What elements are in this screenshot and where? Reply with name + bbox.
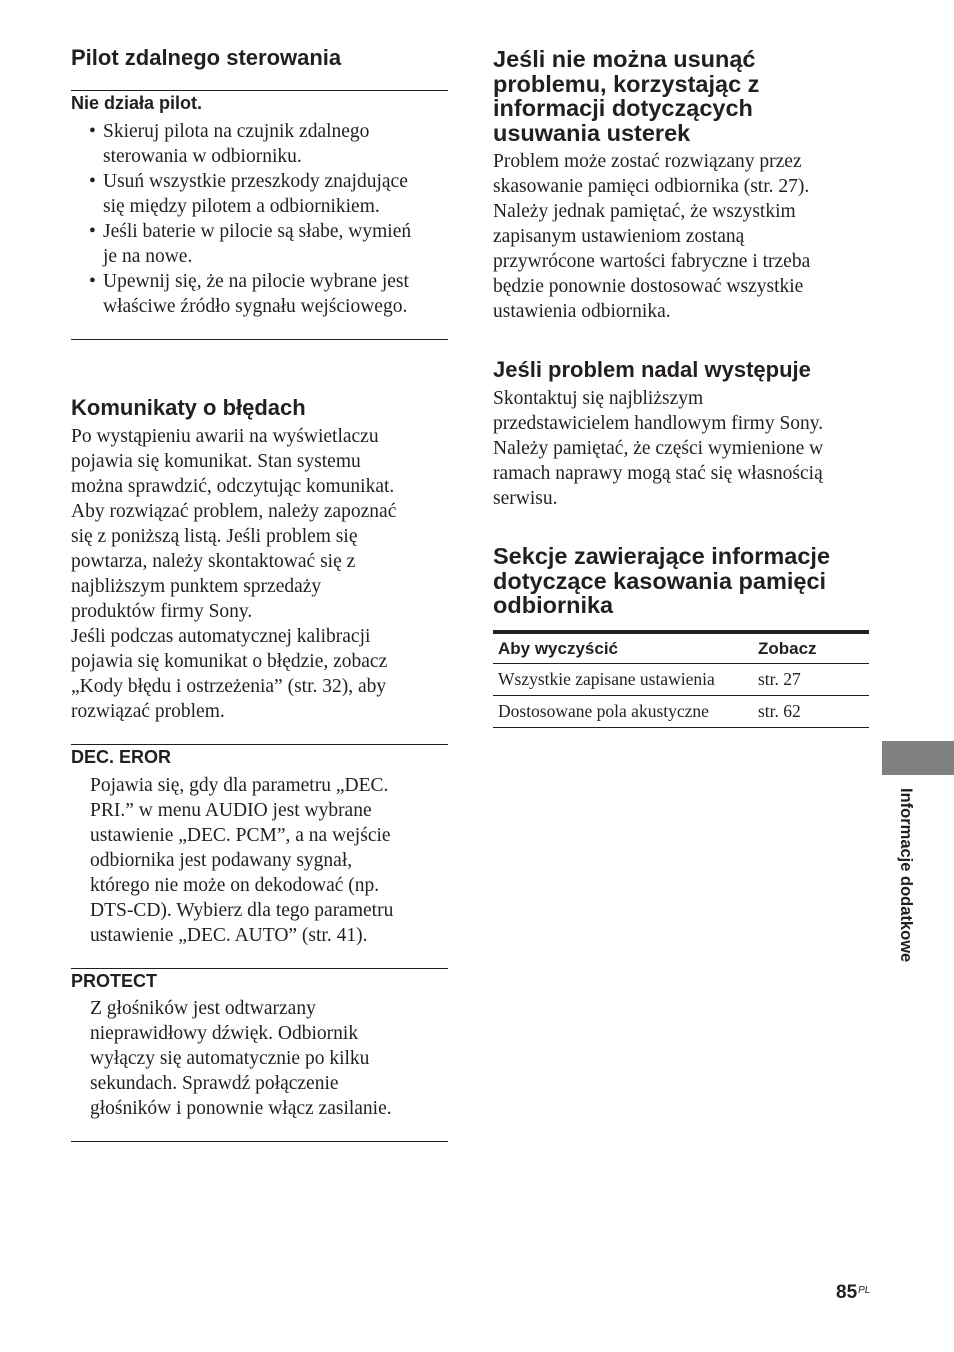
list-line: Jeśli baterie w pilocie są słabe, wymień <box>103 221 412 242</box>
heading-line: problemu, korzystając z <box>493 70 760 97</box>
text-line: Jeśli podczas automatycznej kalibracji <box>71 626 371 647</box>
text-line: wyłączy się automatycznie po kilku <box>90 1048 370 1069</box>
text-line: pojawia się komunikat o błędzie, zobacz <box>71 651 388 672</box>
protect-heading: PROTECT <box>71 971 158 991</box>
page-number-value: 85 <box>836 1282 858 1303</box>
bullet-icon: • <box>89 171 96 192</box>
remote-bullet-list <box>71 119 448 319</box>
divider <box>71 339 448 340</box>
text-line: Skontaktuj się najbliższym <box>493 388 704 409</box>
text-line: którego nie może on dekodować (np. <box>90 875 380 896</box>
text-line: Z głośników jest odtwarzany <box>90 998 316 1019</box>
errors-heading: Komunikaty o błędach <box>71 395 306 420</box>
list-line: je na nowe. <box>103 246 193 267</box>
text-line: Po wystąpieniu awarii na wyświetlaczu <box>71 426 379 447</box>
text-line: DTS-CD). Wybierz dla tego parametru <box>90 900 394 921</box>
text-line: Należy jednak pamiętać, że wszystkim <box>493 201 796 222</box>
unresolved-paragraph <box>493 149 869 324</box>
text-line: Pojawia się, gdy dla parametru „DEC. <box>90 775 389 796</box>
list-line: Upewnij się, że na pilocie wybrane jest <box>103 271 409 292</box>
text-line: się z poniższą listą. Jeśli problem się <box>71 526 358 547</box>
heading-line: odbiornika <box>493 592 614 618</box>
section-tab-marker <box>882 741 954 775</box>
text-line: przywrócone wartości fabryczne i trzeba <box>493 251 811 272</box>
bullet-icon: • <box>89 271 96 292</box>
sections-heading <box>493 544 869 618</box>
unresolved-heading <box>493 47 869 145</box>
text-line: produktów firmy Sony. <box>71 601 253 622</box>
table-header-cell: Zobacz <box>753 632 869 664</box>
reference-table <box>493 630 869 728</box>
divider <box>71 1141 448 1142</box>
list-item <box>71 269 448 319</box>
text-line: powtarza, należy skontaktować się z <box>71 551 356 572</box>
heading-line: Sekcje zawierające informacje <box>493 543 831 569</box>
table-cell: str. 62 <box>753 696 869 728</box>
dec-eror-paragraph <box>71 773 448 948</box>
text-line: ustawienie „DEC. PCM”, a na wejście <box>90 825 391 846</box>
text-line: najbliższym punktem sprzedaży <box>71 576 322 597</box>
table-row <box>493 664 869 696</box>
page-number-suffix: PL <box>858 1285 871 1296</box>
text-line: rozwiązać problem. <box>71 701 225 722</box>
divider <box>71 744 448 745</box>
heading-line: Jeśli nie można usunąć <box>493 46 756 72</box>
text-line: Aby rozwiązać problem, należy zapoznać <box>71 501 397 522</box>
text-line: przedstawicielem handlowym firmy Sony. <box>493 413 824 434</box>
list-line: właściwe źródło sygnału wejściowego. <box>103 296 408 317</box>
table-row <box>493 696 869 728</box>
heading-line: informacji dotyczących <box>493 95 753 121</box>
dec-eror-heading: DEC. EROR <box>71 747 172 767</box>
persists-heading: Jeśli problem nadal występuje <box>493 357 811 382</box>
text-line: zapisanym ustawieniom zostaną <box>493 226 745 247</box>
text-line: ramach naprawy mogą stać się własnością <box>493 463 823 484</box>
table-header-row <box>493 632 869 664</box>
text-line: głośników i ponownie włącz zasilanie. <box>90 1098 392 1119</box>
text-line: będzie ponownie dostosować wszystkie <box>493 276 804 297</box>
text-line: serwisu. <box>493 488 558 509</box>
heading-line: usuwania usterek <box>493 119 691 146</box>
text-line: pojawia się komunikat. Stan systemu <box>71 451 361 472</box>
list-line: Usuń wszystkie przeszkody znajdujące <box>103 171 408 192</box>
text-line: ustawienie „DEC. AUTO” (str. 41). <box>90 925 368 946</box>
list-line: sterowania w odbiorniku. <box>103 146 302 167</box>
divider <box>71 968 448 969</box>
persists-paragraph <box>493 386 869 511</box>
text-line: PRI.” w menu AUDIO jest wybrane <box>90 800 372 821</box>
text-line: sekundach. Sprawdź połączenie <box>90 1073 339 1094</box>
remote-subheading: Nie działa pilot. <box>71 93 203 113</box>
table-cell: Wszystkie zapisane ustawienia <box>493 664 753 696</box>
table-cell: str. 27 <box>753 664 869 696</box>
text-line: Problem może zostać rozwiązany przez <box>493 151 802 172</box>
text-line: odbiornika jest podawany sygnał, <box>90 850 353 871</box>
table-cell: Dostosowane pola akustyczne <box>493 696 753 728</box>
list-line: Skieruj pilota na czujnik zdalnego <box>103 121 370 142</box>
text-line: nieprawidłowy dźwięk. Odbiornik <box>90 1023 359 1044</box>
remote-heading: Pilot zdalnego sterowania <box>71 45 342 70</box>
heading-line: dotyczące kasowania pamięci <box>493 567 827 594</box>
bullet-icon: • <box>89 121 96 142</box>
list-line: się między pilotem a odbiornikiem. <box>103 196 380 217</box>
side-tab-label: Informacje dodatkowe <box>897 788 915 963</box>
protect-paragraph <box>71 996 448 1121</box>
list-item <box>71 119 448 169</box>
table-header-cell: Aby wyczyścić <box>493 632 753 664</box>
text-line: ustawienia odbiornika. <box>493 301 671 322</box>
list-item <box>71 219 448 269</box>
text-line: Należy pamiętać, że części wymienione w <box>493 438 824 459</box>
list-item <box>71 169 448 219</box>
errors-paragraph <box>71 424 448 724</box>
text-line: skasowanie pamięci odbiornika (str. 27). <box>493 176 810 197</box>
text-line: można sprawdzić, odczytując komunikat. <box>71 476 395 497</box>
page-number <box>836 1282 870 1304</box>
divider <box>71 90 448 91</box>
bullet-icon: • <box>89 221 96 242</box>
text-line: „Kody błędu i ostrzeżenia” (str. 32), aby <box>71 676 387 697</box>
